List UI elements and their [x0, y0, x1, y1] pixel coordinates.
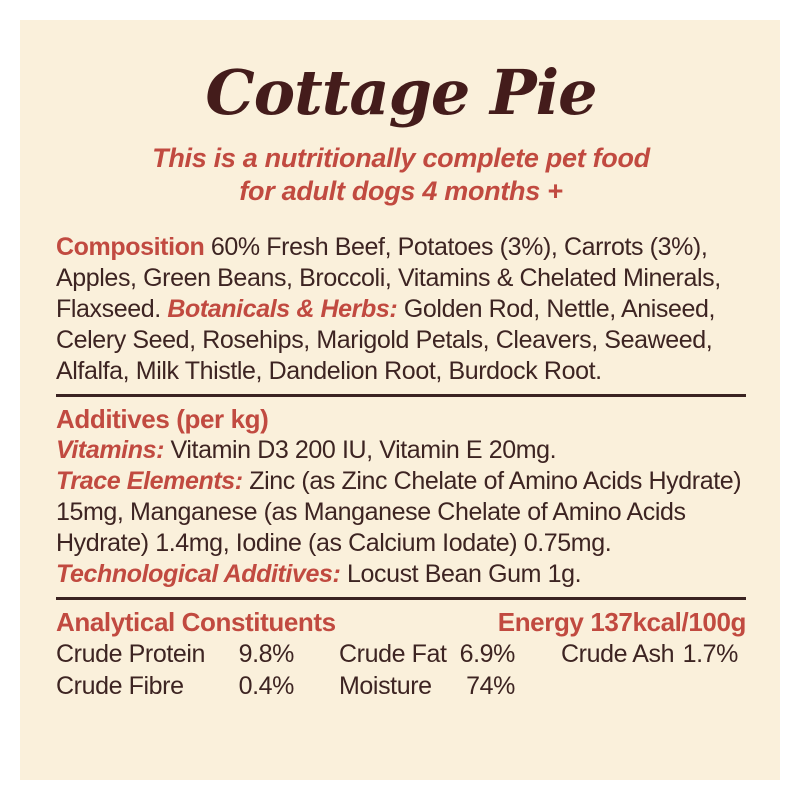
- additives-trace-elements-row: [56, 466, 746, 559]
- constituent-label: Crude Fibre: [56, 672, 184, 700]
- product-title: Cottage Pie: [205, 56, 597, 129]
- vitamins-text: Vitamin D3 200 IU, Vitamin E 20mg.: [170, 436, 557, 464]
- divider-bottom: [56, 597, 746, 600]
- botanicals-herbs-text: Golden Rod, Nettle, Aniseed, Celery Seed, Rosehips, Marigold Petals, Cleavers, Seaweed, Alfalfa, Milk Thistle, Dandelion Root, Burdock Root.: [56, 295, 716, 385]
- constituent-value: 1.7%: [682, 640, 738, 668]
- product-subtitle: [56, 142, 746, 208]
- composition-text: 60% Fresh Beef, Potatoes (3%), Carrots (3%), Apples, Green Beans, Broccoli, Vitamins & Chelated Minerals, Flaxseed.: [56, 233, 721, 323]
- divider-top: [56, 394, 746, 397]
- additives-heading: Additives (per kg): [56, 404, 269, 434]
- vitamins-label: Vitamins:: [56, 436, 164, 464]
- botanicals-herbs-label: Botanicals & Herbs:: [167, 295, 398, 323]
- subtitle-line-2: for adult dogs 4 months +: [239, 176, 563, 206]
- additives-section: [56, 403, 746, 590]
- energy-value: Energy 137kcal/100g: [497, 607, 746, 637]
- constituent-crude-fat: [339, 639, 515, 670]
- label-content: [20, 20, 780, 702]
- analytical-heading: Analytical Constituents: [56, 607, 336, 637]
- trace-elements-text: Zinc (as Zinc Chelate of Amino Acids Hydrate) 15mg, Manganese (as Manganese Chelate of Amino Acids Hydrate) 1.4mg, Iodine (as Calcium Iodate) 0.75mg.: [56, 467, 742, 557]
- analytical-row-1: [56, 639, 746, 670]
- composition-paragraph: [56, 232, 746, 387]
- constituent-empty: [561, 671, 738, 702]
- technological-additives-text: Locust Bean Gum 1g.: [346, 560, 582, 588]
- constituent-value: 6.9%: [459, 640, 515, 668]
- constituent-crude-protein: [56, 639, 294, 670]
- subtitle-line-1: This is a nutritionally complete pet food: [152, 143, 650, 173]
- constituent-crude-fibre: [56, 671, 294, 702]
- constituent-value: 0.4%: [238, 672, 294, 700]
- trace-elements-label: Trace Elements:: [56, 467, 243, 495]
- additives-vitamins-row: [56, 435, 746, 466]
- constituent-label: Crude Fat: [339, 640, 447, 668]
- constituent-label: Crude Protein: [56, 640, 206, 668]
- analytical-row-2: [56, 671, 746, 702]
- constituent-value: 9.8%: [238, 640, 294, 668]
- additives-technological-row: [56, 559, 746, 590]
- constituent-value: 74%: [466, 672, 515, 700]
- technological-additives-label: Technological Additives:: [56, 560, 341, 588]
- constituent-label: Crude Ash: [561, 640, 675, 668]
- pet-food-label: [20, 20, 780, 780]
- constituent-crude-ash: [561, 639, 738, 670]
- composition-heading: Composition: [56, 233, 205, 261]
- constituent-moisture: [339, 671, 515, 702]
- analytical-header: [56, 606, 746, 638]
- constituent-label: Moisture: [339, 672, 432, 700]
- analytical-section: [56, 606, 746, 702]
